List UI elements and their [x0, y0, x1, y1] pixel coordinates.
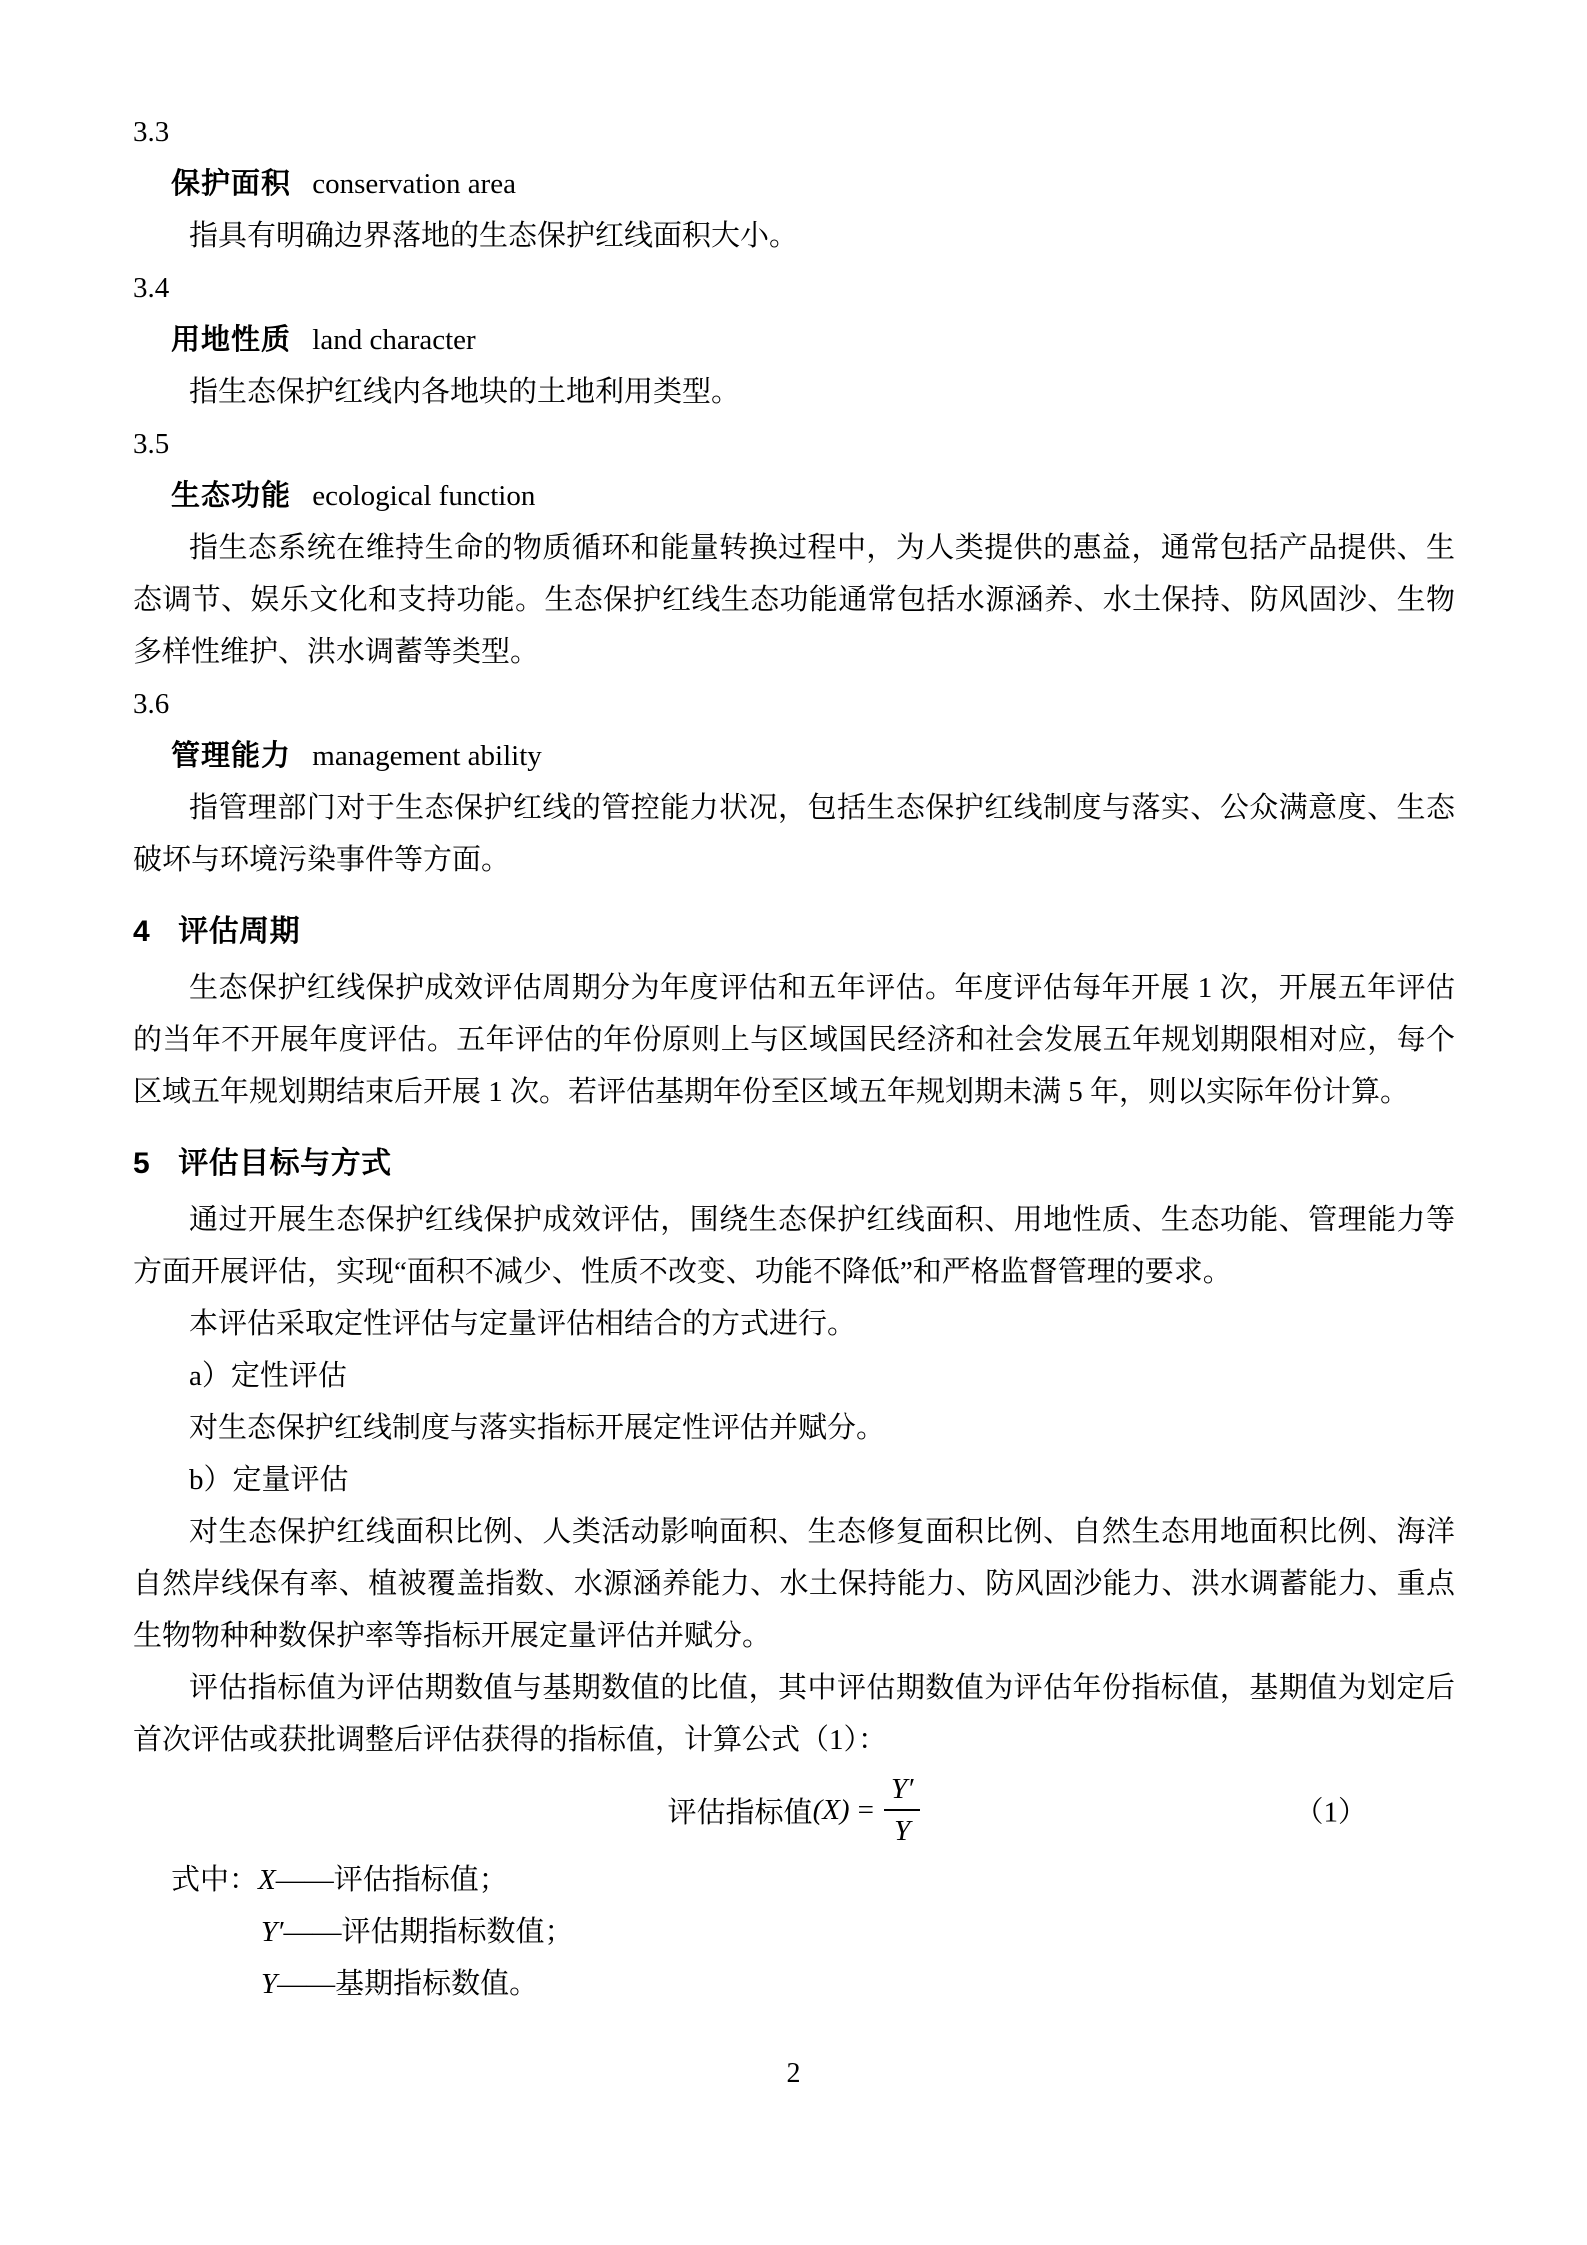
fraction-numerator: Y′ [884, 1772, 920, 1811]
formula-lhs-label: 评估指标值 [667, 1796, 813, 1829]
term-name-zh: 管理能力 [171, 740, 292, 772]
where-meaning: ——评估指标值； [275, 1864, 508, 1896]
term-title-line [133, 158, 1455, 210]
term-name-zh: 保护面积 [171, 168, 292, 200]
item-b-body: 对生态保护红线面积比例、人类活动影响面积、生态修复面积比例、自然生态用地面积比例、海洋自然岸线保有率、植被覆盖指数、水源涵养能力、水土保持能力、防风固沙能力、洪水调蓄能力、重点生物物种种数保护率等指标开展定量评估并赋分。 [133, 1516, 1455, 1652]
formula-intro-paragraph: 评估指标值为评估期数值与基期数值的比值，其中评估期数值为评估年份指标值，基期值为划定后首次评估或获批调整后评估获得的指标值，计算公式（1）： [133, 1672, 1455, 1756]
formula-lhs-variable: (X) [812, 1793, 850, 1826]
term-number: 3.5 [133, 428, 170, 460]
term-title-line [133, 314, 1455, 366]
term-name-en: conservation area [312, 168, 516, 200]
term-definition: 指具有明确边界落地的生态保护红线面积大小。 [189, 220, 799, 252]
term-name-zh: 生态功能 [171, 480, 292, 512]
section-4-heading [133, 906, 1455, 958]
section-4-number: 4 [133, 915, 151, 948]
formula-equals-sign: = [857, 1793, 874, 1826]
term-title-line [133, 730, 1455, 782]
page-number: 2 [786, 2058, 801, 2089]
item-b-label: b）定量评估 [189, 1464, 349, 1496]
where-meaning: ——基期指标数值。 [277, 1968, 539, 2000]
fraction-denominator: Y [894, 1815, 911, 1847]
term-definition: 指生态保护红线内各地块的土地利用类型。 [189, 376, 741, 408]
where-symbol: Y [261, 1968, 278, 2000]
term-number: 3.3 [133, 116, 170, 148]
where-line-y [133, 1958, 1455, 2010]
section-5-number: 5 [133, 1147, 151, 1180]
term-section-3-3 [133, 106, 1455, 262]
term-title-line [133, 470, 1455, 522]
section-4-paragraph: 生态保护红线保护成效评估周期分为年度评估和五年评估。年度评估每年开展 1 次，开展五年评估的当年不开展年度评估。五年评估的年份原则上与区域国民经济和社会发展五年规划期限相对应，每个区域五年规划期结束后开展 1 次。若评估基期年份至区域五年规划期未满 5 年，则以实际年份计算。 [133, 972, 1455, 1108]
item-a-label: a）定性评估 [189, 1360, 347, 1392]
where-meaning: ——评估期指标数值； [283, 1916, 574, 1948]
term-definition: 指生态系统在维持生命的物质循环和能量转换过程中，为人类提供的惠益，通常包括产品提供、生态调节、娱乐文化和支持功能。生态保护红线生态功能通常包括水源涵养、水土保持、防风固沙、生物多样性维护、洪水调蓄等类型。 [133, 532, 1455, 668]
term-name-zh: 用地性质 [171, 324, 292, 356]
term-number: 3.4 [133, 272, 170, 304]
section-5-paragraph-1: 通过开展生态保护红线保护成效评估，围绕生态保护红线面积、用地性质、生态功能、管理能力等方面开展评估，实现“面积不减少、性质不改变、功能不降低”和严格监督管理的要求。 [133, 1204, 1455, 1288]
term-name-en: ecological function [312, 480, 536, 512]
section-5-heading [133, 1138, 1455, 1190]
term-number: 3.6 [133, 688, 170, 720]
formula-expression [668, 1768, 921, 1852]
formula-equation-number: （1） [1294, 1796, 1367, 1829]
term-definition: 指管理部门对于生态保护红线的管控能力状况，包括生态保护红线制度与落实、公众满意度、生态破坏与环境污染事件等方面。 [133, 792, 1455, 876]
where-line-x [133, 1854, 1455, 1906]
term-section-3-5 [133, 418, 1455, 678]
item-a-body: 对生态保护红线制度与落实指标开展定性评估并赋分。 [189, 1412, 886, 1444]
formula-fraction [884, 1772, 920, 1848]
where-label: 式中： [171, 1864, 259, 1896]
term-name-en: land character [312, 324, 476, 356]
formula-where-block [133, 1854, 1455, 2010]
term-section-3-4 [133, 262, 1455, 418]
where-symbol: X [258, 1864, 276, 1896]
where-line-y-prime [133, 1906, 1455, 1958]
section-5-title: 评估目标与方式 [178, 1147, 392, 1180]
section-4-title: 评估周期 [178, 915, 301, 948]
term-name-en: management ability [312, 740, 542, 772]
formula-1 [133, 1768, 1455, 1852]
section-5-paragraph-2: 本评估采取定性评估与定量评估相结合的方式进行。 [189, 1308, 857, 1340]
term-section-3-6 [133, 678, 1455, 886]
where-symbol: Y′ [261, 1916, 284, 1948]
